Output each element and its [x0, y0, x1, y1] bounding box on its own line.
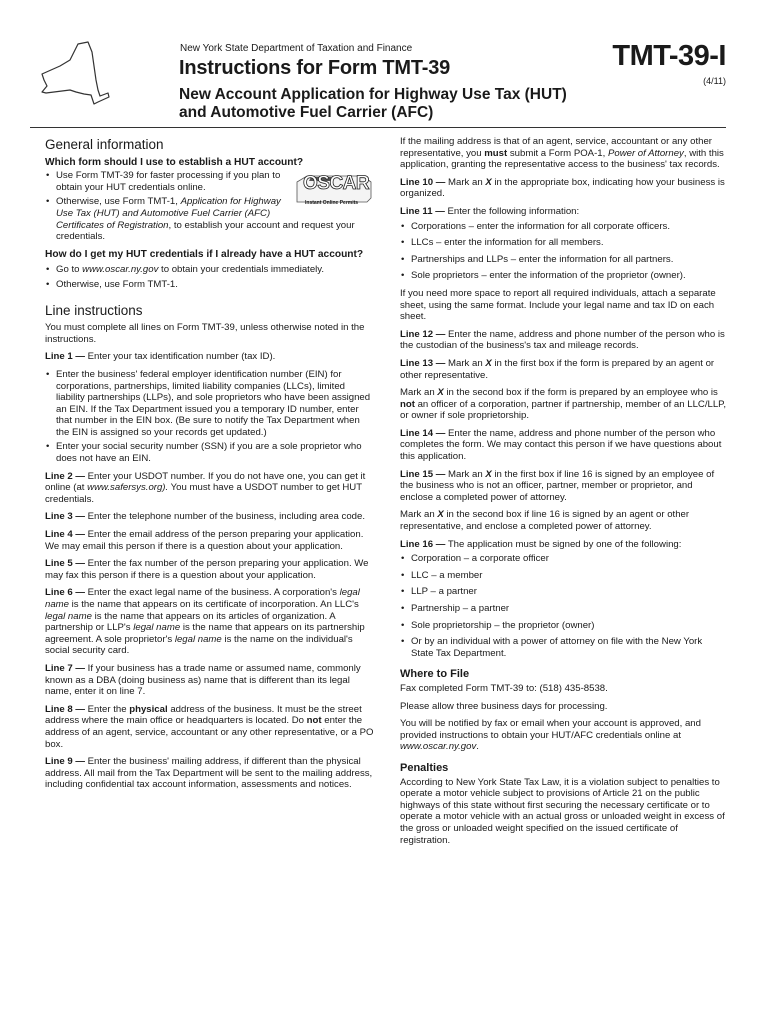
list-item: • Sole proprietorship – the proprietor (owner) — [400, 620, 726, 632]
line-instructions-heading: Line instructions — [45, 302, 143, 318]
line-15: Line 15 — Mark an X in the first box if line 16 is signed by an employee of the business who is not an officer, partner, member or proprietor, and enclose a completed power of attorney. — [400, 468, 715, 503]
line-8: Line 8 — Enter the physical address of the business. It must be the street address where the main office or headquarters is located. Do not enter the address of an agent, service, accountant or any other representative, or a PO box. — [45, 703, 374, 750]
form-title-italic: Application for Highway Use Tax (HUT) and Automotive Fuel Carrier (AFC) Certificates of Registration — [56, 196, 281, 231]
line-11: Line 11 — Enter the following information: — [400, 205, 580, 217]
oscar-word: • OSCAR — [303, 173, 370, 195]
list-item: • LLCs – enter the information for all members. — [400, 237, 726, 249]
line-2: Line 2 — Enter your USDOT number. If you do not have one, you can get it online (at www.safersys.org). You must have a USDOT number to get HUT credentials. — [45, 470, 366, 505]
line-1-list — [45, 369, 375, 465]
paragraph: You must complete all lines on Form TMT-39, unless otherwise noted in the instructions. — [45, 322, 365, 345]
line-16-list — [400, 553, 726, 659]
list-item — [45, 170, 375, 207]
list-item: • LLC – a member — [400, 570, 726, 582]
line-4: Line 4 — Enter the email address of the person preparing your application. We may email this person if there is a question about your application. — [45, 529, 364, 552]
subtitle-line: and Automotive Fuel Carrier (AFC) — [179, 104, 434, 121]
paragraph: Please allow three business days for processing. — [400, 700, 608, 712]
line-5: Line 5 — Enter the fax number of the person preparing your application. We may fax this person if there is a question about your application. — [45, 558, 369, 581]
line-7: Line 7 — If your business has a trade name or assumed name, commonly known as a DBA (doing business as) name that is different than its legal name, enter it on line 7. — [45, 662, 361, 698]
question-heading: Which form should I use to establish a HUT account? — [45, 156, 304, 168]
line-1: Line 1 — Enter your tax identification number (tax ID). — [45, 351, 276, 363]
list-item: • Otherwise, use Form TMT-1. — [45, 279, 375, 291]
penalties-heading: Penalties — [400, 761, 449, 774]
line-14: Line 14 — Enter the name, address and phone number of the person who completes the form. We may contact this person if we have questions about this application. — [400, 427, 722, 463]
list-item-text: Use Form TMT-39 for faster processing if you plan to obtain your HUT credentials online. — [56, 170, 281, 193]
list-item: • Partnerships and LLPs – enter the information for all partners. — [400, 254, 726, 266]
line-16: Line 16 — The application must be signed by one of the following: — [400, 538, 682, 550]
list-item: • LLP – a partner — [400, 586, 726, 598]
header-divider — [30, 127, 726, 128]
line-13-second: Mark an X in the second box if the form is prepared by an employee who is not an officer of a corporation, partner if partnership, member of an LLC/LLP, or owner if sole proprietorship. — [400, 387, 727, 422]
oscar-tagline: Instant Online Permits — [305, 200, 359, 207]
general-heading: General information — [45, 137, 164, 152]
page-title: Instructions for Form TMT-39 — [179, 57, 451, 79]
line-13: Line 13 — Mark an X in the first box if the form is prepared by an agent or other representative. — [400, 357, 715, 381]
list-item: • Corporation – a corporate officer — [400, 553, 726, 565]
left-column — [45, 136, 375, 797]
line-11-list — [400, 221, 726, 282]
list-item: • Go to www.oscar.ny.gov to obtain your credentials immediately. — [45, 264, 375, 276]
question-heading: How do I get my HUT credentials if I already have a HUT account? — [45, 248, 364, 260]
where-to-file-heading: Where to File — [400, 668, 470, 681]
oscar-link[interactable]: www.oscar.ny.gov — [82, 264, 159, 276]
subtitle-line: New Account Application for Highway Use Tax (HUT) — [179, 86, 567, 103]
list-item: • Enter the business' federal employer identification number (EIN) for corporations, partnerships, limited liability companies (LLCs), limited liability partnerships (LLPs), and sole proprietors who have been assigned an EIN. If the Tax Department issued you a temporary ID number, enter that number in the EIN box. (Be sure to notify the Tax Department when the EIN is assigned so your records get updated.) — [45, 369, 375, 439]
fax-number: Fax completed Form TMT-39 to: (518) 435-8538. — [400, 682, 608, 694]
agency-name: New York State Department of Taxation and Finance — [180, 43, 413, 54]
page-subtitle — [179, 86, 649, 122]
new-york-state-outline-icon — [30, 40, 110, 106]
question-list — [45, 264, 375, 290]
line-6: Line 6 — Enter the exact legal name of the business. A corporation's legal name is the name that appears on its certificate of incorporation. An LLC's legal name is the name that appears on its articles of organization. A partnership or LLP's legal name is the name that appears on its partnership agreement. A sole proprietor's legal name is the name on the individual's social security card. — [45, 587, 365, 657]
list-item: • Sole proprietors – enter the information of the proprietor (owner). — [400, 270, 726, 282]
right-column — [400, 136, 726, 852]
notification-note: You will be notified by fax or email when your account is approved, and provided instructions to obtain your HUT/AFC credentials online at www.oscar.ny.gov. — [400, 718, 701, 753]
form-id: TMT-39-I — [612, 40, 726, 72]
revision-date: (4/11) — [703, 76, 726, 86]
line-15-second: Mark an X in the second box if line 16 is signed by an agent or other representative, and enclose a completed power of attorney. — [400, 509, 690, 533]
list-item: • Corporations – enter the information for all corporate officers. — [400, 221, 726, 233]
line-10: Line 10 — Mark an X in the appropriate box, indicating how your business is organized. — [400, 176, 725, 200]
list-item: • Otherwise, use Form TMT-1, Application for Highway Use Tax (HUT) and Automotive Fuel Carrier (AFC) Certificates of Registration, to establish your account and request your credentials. — [45, 196, 375, 242]
question-list — [45, 170, 375, 243]
mailing-address-note: If the mailing address is that of an agent, service, accountant or any other representative, you must submit a Form POA-1, Power of Attorney, with this application, granting the representative access to the business' tax records. — [400, 136, 724, 171]
list-item: • Enter your social security number (SSN) if you are a sole proprietor who does not have an EIN. — [45, 441, 375, 464]
list-item: • Or by an individual with a power of attorney on file with the New York State Tax Department. — [400, 636, 726, 659]
safersys-link[interactable]: www.safersys.org). — [87, 482, 169, 494]
line-3: Line 3 — Enter the telephone number of the business, including area code. — [45, 511, 365, 523]
oscar-link[interactable]: www.oscar.ny.gov — [400, 741, 477, 753]
line-12: Line 12 — Enter the name, address and phone number of the person who is the custodian of the business's tax and mileage records. — [400, 328, 725, 352]
line-9: Line 9 — Enter the business' mailing address, if different than the physical address. All mail from the Tax Department will be sent to the mailing address, including confidential tax account information, assessments and notices. — [45, 756, 373, 791]
list-item: • Partnership – a partner — [400, 603, 726, 615]
penalties-text: According to New York State Tax Law, it is a violation subject to penalties to operate a motor vehicle subject to provisions of Article 21 on the public highways of this state without first securing the necessary certificate or to operate a motor vehicle with an actual gross or unloaded weight in excess of the gross or unloaded weight specified on the issued certificate of registration. — [400, 776, 725, 846]
paragraph: If you need more space to report all required individuals, attach a separate sheet, using the same format. Include your legal name and tax ID on each sheet. — [400, 287, 716, 323]
